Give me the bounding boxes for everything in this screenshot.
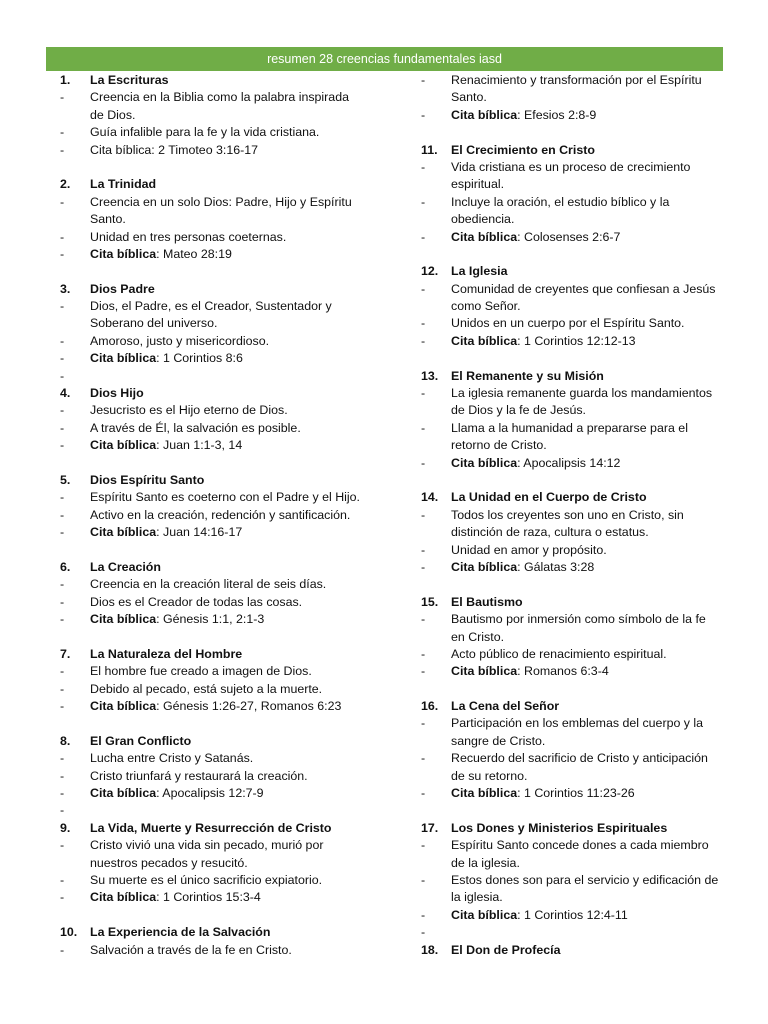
list-item (421, 194, 726, 211)
spacer (60, 629, 365, 646)
section-number: 5. (60, 472, 71, 487)
citation-reference: : Romanos 6:3-4 (517, 664, 609, 679)
list-item-continuation (60, 107, 365, 124)
citation-label: Cita bíblica (90, 786, 157, 801)
bullet-dash: - (421, 542, 426, 557)
bullet-dash: - (60, 525, 65, 540)
section-number: 16. (421, 699, 439, 714)
list-item (60, 142, 365, 159)
bullet-dash: - (60, 438, 65, 453)
bullet-dash: - (421, 907, 426, 922)
bullet-dash: - (60, 803, 65, 818)
section-number: 18. (421, 942, 439, 957)
section-title: La Iglesia (451, 264, 508, 279)
section-title: Dios Espíritu Santo (90, 472, 205, 487)
bullet-dash: - (60, 403, 65, 418)
item-text: Incluye la oración, el estudio bíblico y la (451, 194, 670, 209)
list-item (60, 872, 365, 889)
list-item (60, 402, 365, 419)
section-number: 4. (60, 386, 71, 401)
section-heading (60, 924, 365, 941)
section-title: La Cena del Señor (451, 699, 560, 714)
spacer (421, 802, 726, 819)
bullet-dash: - (421, 386, 426, 401)
item-text: Participación en los emblemas del cuerpo y la (451, 716, 704, 731)
section-heading (60, 820, 365, 837)
list-item (421, 872, 726, 889)
list-item-continuation (60, 211, 365, 228)
list-item (421, 281, 726, 298)
list-item-continuation (60, 855, 365, 872)
list-item (60, 768, 365, 785)
bullet-dash: - (60, 699, 65, 714)
citation-label: Cita bíblica (90, 438, 157, 453)
list-item-continuation (421, 889, 726, 906)
bullet-dash: - (421, 333, 426, 348)
bullet-dash: - (60, 594, 65, 609)
item-text: Estos dones son para el servicio y edificación de (451, 872, 719, 887)
citation-label: Cita bíblica (451, 559, 518, 574)
list-item (421, 333, 726, 350)
bullet-dash: - (60, 768, 65, 783)
list-item (421, 559, 726, 576)
list-item (60, 437, 365, 454)
list-item (421, 107, 726, 124)
section-heading (60, 472, 365, 489)
section-number: 1. (60, 73, 71, 87)
list-item (60, 124, 365, 141)
item-text: de Dios. (90, 107, 136, 122)
section-heading (60, 559, 365, 576)
item-text (90, 524, 242, 541)
section-heading (421, 368, 726, 385)
citation-reference: : Efesios 2:8-9 (517, 107, 597, 122)
list-item (421, 663, 726, 680)
item-text: Dios es el Creador de todas las cosas. (90, 594, 303, 609)
section-heading (421, 942, 726, 959)
bullet-dash: - (421, 838, 426, 853)
document-title-banner (46, 47, 723, 71)
item-text: Santo. (90, 212, 126, 227)
list-item-continuation (421, 402, 726, 419)
citation-reference: : Colosenses 2:6-7 (517, 229, 621, 244)
bullet-dash: - (60, 368, 65, 383)
item-text: Unidad en tres personas coeternas. (90, 229, 287, 244)
citation-reference: : 1 Corintios 15:3-4 (156, 890, 261, 905)
citation-reference: : Génesis 1:26-27, Romanos 6:23 (156, 699, 342, 714)
item-text: Espíritu Santo es coeterno con el Padre y el Hijo. (90, 490, 360, 505)
citation-reference: : Juan 14:16-17 (156, 525, 243, 540)
bullet-dash: - (60, 142, 65, 157)
item-text (90, 437, 242, 454)
bullet-dash: - (60, 229, 65, 244)
section-number: 13. (421, 368, 439, 383)
list-item (421, 229, 726, 246)
section-title: La Experiencia de la Salvación (90, 925, 271, 940)
citation-label: Cita bíblica (90, 525, 157, 540)
list-item (421, 750, 726, 767)
citation-label: Cita bíblica (451, 664, 518, 679)
item-text: Bautismo por inmersión como símbolo de la fe (451, 612, 706, 627)
bullet-dash: - (60, 194, 65, 209)
section-title: El Don de Profecía (451, 942, 561, 957)
bullet-dash: - (421, 751, 426, 766)
document-title: resumen 28 creencias fundamentales iasd (267, 52, 502, 66)
citation-label: Cita bíblica (451, 786, 518, 801)
bullet-dash: - (421, 559, 426, 574)
list-item (60, 750, 365, 767)
section-heading (421, 820, 726, 837)
item-text: obediencia. (451, 212, 515, 227)
bullet-dash: - (421, 159, 426, 174)
left-column (60, 72, 365, 959)
list-item-continuation (421, 437, 726, 454)
list-item (421, 924, 726, 941)
section-heading (421, 489, 726, 506)
spacer (60, 159, 365, 176)
list-item (421, 385, 726, 402)
item-text (90, 889, 261, 906)
list-item (421, 507, 726, 524)
bullet-dash: - (60, 786, 65, 801)
list-item (60, 594, 365, 611)
section-title: La Escrituras (90, 73, 169, 87)
bullet-dash: - (60, 577, 65, 592)
item-text: La iglesia remanente guarda los mandamientos (451, 386, 713, 401)
bullet-dash: - (60, 507, 65, 522)
bullet-dash: - (421, 194, 426, 209)
section-number: 6. (60, 559, 71, 574)
list-item-continuation (421, 298, 726, 315)
item-text: Creencia en un solo Dios: Padre, Hijo y Espíritu (90, 194, 352, 209)
spacer (60, 542, 365, 559)
section-heading (60, 385, 365, 402)
item-text: Activo en la creación, redención y santificación. (90, 507, 351, 522)
item-text: Renacimiento y transformación por el Espíritu (451, 73, 702, 87)
citation-reference: : Mateo 28:19 (156, 246, 232, 261)
item-text: Unidos en un cuerpo por el Espíritu Santo. (451, 316, 685, 331)
bullet-dash: - (421, 229, 426, 244)
list-item (421, 72, 726, 89)
spacer (421, 472, 726, 489)
citation-label: Cita bíblica (451, 333, 518, 348)
section-title: Los Dones y Ministerios Espirituales (451, 820, 668, 835)
bullet-dash: - (60, 838, 65, 853)
section-heading (421, 142, 726, 159)
list-item-continuation (421, 768, 726, 785)
item-text: Llama a la humanidad a prepararse para el (451, 420, 688, 435)
item-text: Acto público de renacimiento espiritual. (451, 646, 667, 661)
section-title: El Gran Conflicto (90, 733, 192, 748)
bullet-dash: - (421, 281, 426, 296)
item-text: A través de Él, la salvación es posible. (90, 420, 301, 435)
citation-label: Cita bíblica (451, 107, 518, 122)
bullet-dash: - (421, 455, 426, 470)
item-text: Santo. (451, 90, 487, 105)
list-item (60, 194, 365, 211)
item-text: de su retorno. (451, 768, 528, 783)
citation-label: Cita bíblica (451, 455, 518, 470)
citation-reference: : 1 Corintios 8:6 (156, 351, 243, 366)
list-item (60, 350, 365, 367)
item-text (451, 333, 636, 350)
item-text: Cita bíblica: 2 Timoteo 3:16-17 (90, 142, 259, 157)
bullet-dash: - (421, 420, 426, 435)
list-item-continuation (421, 733, 726, 750)
list-item-continuation (421, 176, 726, 193)
list-item (421, 837, 726, 854)
item-text (451, 907, 628, 924)
list-item (421, 455, 726, 472)
item-text: Todos los creyentes son uno en Cristo, sin (451, 507, 684, 522)
item-text: Amoroso, justo y misericordioso. (90, 333, 270, 348)
list-item (60, 229, 365, 246)
citation-reference: : Apocalipsis 12:7-9 (156, 786, 264, 801)
bullet-dash: - (60, 246, 65, 261)
spacer (421, 576, 726, 593)
section-number: 10. (60, 925, 78, 940)
bullet-dash: - (60, 872, 65, 887)
bullet-dash: - (421, 925, 426, 940)
citation-label: Cita bíblica (90, 890, 157, 905)
citation-reference: : Génesis 1:1, 2:1-3 (156, 612, 265, 627)
section-number: 2. (60, 177, 71, 192)
citation-reference: : Gálatas 3:28 (517, 559, 595, 574)
citation-label: Cita bíblica (90, 351, 157, 366)
bullet-dash: - (60, 490, 65, 505)
citation-reference: : Juan 1:1-3, 14 (156, 438, 243, 453)
item-text: como Señor. (451, 299, 521, 314)
bullet-dash: - (421, 507, 426, 522)
item-text: la iglesia. (451, 890, 503, 905)
list-item (60, 507, 365, 524)
spacer (421, 350, 726, 367)
list-item (60, 942, 365, 959)
list-item (421, 542, 726, 559)
item-text: Jesucristo es el Hijo eterno de Dios. (90, 403, 288, 418)
item-text (451, 663, 609, 680)
list-item (60, 576, 365, 593)
section-title: El Bautismo (451, 594, 523, 609)
section-heading (421, 698, 726, 715)
list-item (421, 715, 726, 732)
item-text: de la iglesia. (451, 855, 520, 870)
spacer (421, 681, 726, 698)
list-item (60, 698, 365, 715)
section-title: La Trinidad (90, 177, 157, 192)
list-item (421, 420, 726, 437)
spacer (421, 124, 726, 141)
list-item (421, 611, 726, 628)
citation-reference: : 1 Corintios 12:4-11 (517, 907, 628, 922)
list-item (421, 785, 726, 802)
bullet-dash: - (60, 681, 65, 696)
item-text: Soberano del universo. (90, 316, 218, 331)
item-text: Recuerdo del sacrificio de Cristo y anticipación (451, 751, 708, 766)
list-item-continuation (421, 524, 726, 541)
list-item (60, 681, 365, 698)
bullet-dash: - (421, 73, 426, 87)
item-text: distinción de raza, cultura o estatus. (451, 525, 649, 540)
citation-reference: : 1 Corintios 11:23-26 (517, 786, 635, 801)
section-number: 14. (421, 490, 439, 505)
section-number: 3. (60, 281, 71, 296)
item-text: Vida cristiana es un proceso de crecimiento (451, 159, 691, 174)
bullet-dash: - (421, 872, 426, 887)
list-item (421, 159, 726, 176)
item-text (90, 350, 243, 367)
item-text: sangre de Cristo. (451, 733, 546, 748)
item-text (451, 107, 596, 124)
section-number: 9. (60, 820, 71, 835)
section-title: La Unidad en el Cuerpo de Cristo (451, 490, 647, 505)
section-heading (60, 176, 365, 193)
list-item (60, 333, 365, 350)
list-item-continuation (421, 629, 726, 646)
bullet-dash: - (60, 612, 65, 627)
bullet-dash: - (60, 125, 65, 140)
item-text: espiritual. (451, 177, 505, 192)
list-item (60, 889, 365, 906)
section-title: La Creación (90, 559, 161, 574)
item-text: Debido al pecado, está sujeto a la muerte. (90, 681, 323, 696)
spacer (60, 263, 365, 280)
list-item (421, 646, 726, 663)
list-item (60, 611, 365, 628)
item-text: Espíritu Santo concede dones a cada miembro (451, 838, 709, 853)
item-text (451, 455, 620, 472)
section-title: La Naturaleza del Hombre (90, 646, 243, 661)
section-heading (421, 263, 726, 280)
item-text: de Dios y la fe de Jesús. (451, 403, 586, 418)
list-item (60, 524, 365, 541)
item-text (90, 698, 341, 715)
section-number: 17. (421, 820, 439, 835)
bullet-dash: - (60, 890, 65, 905)
citation-label: Cita bíblica (451, 229, 518, 244)
list-item-continuation (60, 315, 365, 332)
bullet-dash: - (421, 786, 426, 801)
item-text: Su muerte es el único sacrificio expiatorio. (90, 872, 323, 887)
section-title: La Vida, Muerte y Resurrección de Cristo (90, 820, 332, 835)
item-text: retorno de Cristo. (451, 438, 547, 453)
bullet-dash: - (60, 299, 65, 314)
section-number: 8. (60, 733, 71, 748)
item-text: Dios, el Padre, es el Creador, Sustentador y (90, 299, 332, 314)
section-heading (60, 281, 365, 298)
bullet-dash: - (421, 716, 426, 731)
spacer (60, 715, 365, 732)
citation-label: Cita bíblica (90, 699, 157, 714)
item-text (90, 611, 264, 628)
bullet-dash: - (60, 664, 65, 679)
list-item (60, 368, 365, 385)
citation-label: Cita bíblica (90, 246, 157, 261)
list-item (60, 785, 365, 802)
item-text: Cristo triunfará y restaurará la creación. (90, 768, 308, 783)
section-heading (60, 646, 365, 663)
section-title: Dios Hijo (90, 386, 144, 401)
list-item (60, 420, 365, 437)
spacer (421, 246, 726, 263)
list-item (60, 89, 365, 106)
bullet-dash: - (60, 333, 65, 348)
section-heading (60, 733, 365, 750)
list-item (60, 489, 365, 506)
citation-label: Cita bíblica (90, 612, 157, 627)
section-heading (421, 594, 726, 611)
list-item (60, 246, 365, 263)
bullet-dash: - (60, 751, 65, 766)
bullet-dash: - (60, 351, 65, 366)
list-item (60, 837, 365, 854)
list-item (60, 663, 365, 680)
item-text: en Cristo. (451, 629, 505, 644)
item-text (90, 246, 232, 263)
bullet-dash: - (421, 107, 426, 122)
section-number: 11. (421, 142, 438, 157)
section-number: 12. (421, 264, 439, 279)
list-item-continuation (421, 211, 726, 228)
section-number: 15. (421, 594, 439, 609)
section-number: 7. (60, 646, 71, 661)
item-text: El hombre fue creado a imagen de Dios. (90, 664, 312, 679)
bullet-dash: - (60, 90, 65, 105)
item-text (451, 785, 635, 802)
list-item (60, 802, 365, 819)
item-text: Lucha entre Cristo y Satanás. (90, 751, 254, 766)
spacer (60, 455, 365, 472)
item-text: Creencia en la Biblia como la palabra inspirada (90, 90, 349, 105)
item-text: Unidad en amor y propósito. (451, 542, 607, 557)
bullet-dash: - (421, 646, 426, 661)
list-item (421, 315, 726, 332)
item-text: Creencia en la creación literal de seis días. (90, 577, 327, 592)
citation-label: Cita bíblica (451, 907, 518, 922)
section-title: Dios Padre (90, 281, 155, 296)
bullet-dash: - (421, 664, 426, 679)
spacer (60, 907, 365, 924)
item-text: Comunidad de creyentes que confiesan a Jesús (451, 281, 716, 296)
bullet-dash: - (60, 420, 65, 435)
section-heading (60, 72, 365, 89)
item-text: nuestros pecados y resucitó. (90, 855, 248, 870)
list-item (421, 907, 726, 924)
bullet-dash: - (60, 942, 65, 957)
bullet-dash: - (421, 612, 426, 627)
list-item-continuation (421, 855, 726, 872)
item-text: Cristo vivió una vida sin pecado, murió por (90, 838, 324, 853)
item-text (90, 785, 264, 802)
list-item-continuation (421, 89, 726, 106)
citation-reference: : Apocalipsis 14:12 (517, 455, 621, 470)
item-text (451, 559, 594, 576)
right-column (421, 72, 726, 959)
item-text (451, 229, 620, 246)
list-item (60, 298, 365, 315)
section-title: El Crecimiento en Cristo (451, 142, 595, 157)
citation-reference: : 1 Corintios 12:12-13 (517, 333, 636, 348)
item-text: Salvación a través de la fe en Cristo. (90, 942, 292, 957)
bullet-dash: - (421, 316, 426, 331)
section-title: El Remanente y su Misión (451, 368, 604, 383)
item-text: Guía infalible para la fe y la vida cristiana. (90, 125, 320, 140)
